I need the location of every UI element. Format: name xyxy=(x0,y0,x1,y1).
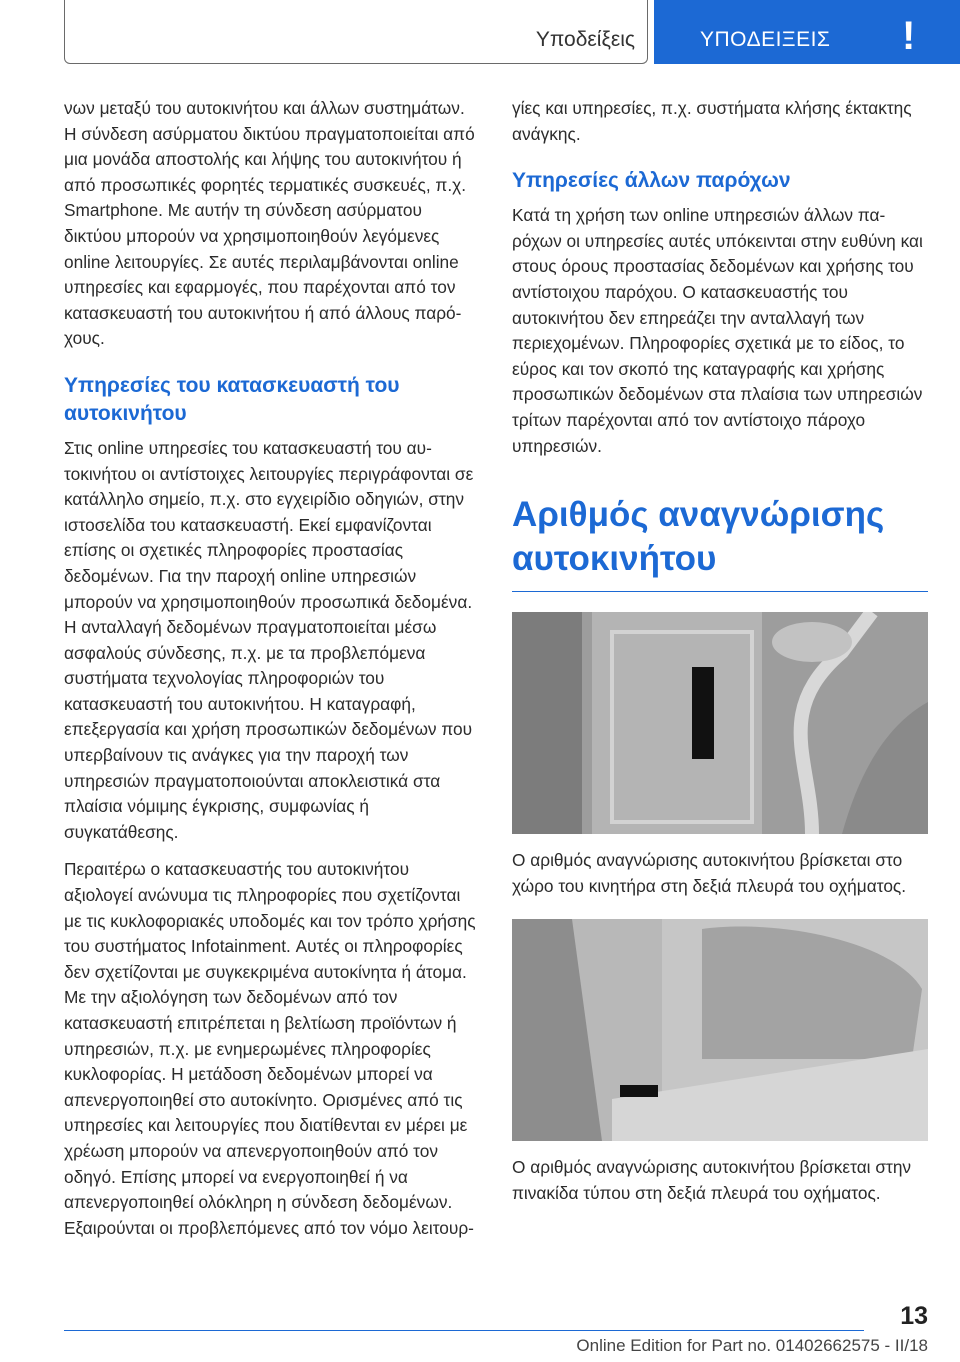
figure-caption: Ο αριθμός αναγνώρισης αυτοκινήτου βρίσκεται στην πινακίδα τύπου στη δεξιά πλευρά του οχήματος. xyxy=(512,1157,912,1203)
exclamation-icon: ! xyxy=(902,14,916,58)
paragraph: Περαιτέρω ο κατασκευαστής του αυτοκινήτου αξιολογεί ανώνυμα τις πληροφορίες που σχετίζονται με τις κυκλοφοριακές υποδομές και τον τρόπο χρήσης του συστήματος Infotainment. Αυτές οι πληροφορίες δεν σχετίζονται με συγκεκριμένα αυτοκίνητα ή άτομα. Με την αξιολόγηση των δεδομένων από τον κατασκευαστή επιτρέπεται η βελτίωση προϊόντων ή υπηρεσιών, π.χ. με ενημερωμένες πληροφορίες κυκλοφορίας. Η μετάδοση δεδομένων μπορεί να απενεργοποιηθεί στο αυτοκίνητο. Ορισμένες από τις υπηρεσίες και λειτουργίες που διατίθενται εν μέρει με χρέωση μπορούν να απενεργοποιηθούν από τον οδηγό. Επίσης μπορεί να ενεργοποιηθεί ή να απενεργοποιηθεί ολόκληρη η σύνδεση δεδομένων. Εξαιρούνται οι προβλεπόμενες από τον νόμο λειτουρ- xyxy=(64,859,476,1238)
header-chapter-tab xyxy=(654,0,960,64)
footer-edition: Online Edition for Part no. 01402662575 - II/18 xyxy=(576,1336,928,1355)
paragraph: Στις online υπηρεσίες του κατασκευαστή του αυτοκινήτου οι αντίστοιχες λειτουργίες περιγράφονται σε κατάλληλο σημείο, π.χ. στο εγχειρίδιο οδηγιών, στην ιστοσελίδα του κατασκευαστή. Εκεί εμφανίζονται επίσης οι σχετικές πληροφορίες προστασίας δεδομένων. Για την παροχή online υπηρεσιών μπορούν να χρησιμοποιηθούν προσωπικά δεδομένα. Η ανταλλαγή δεδομένων πραγματοποιείται μέσω ασφαλούς σύνδεσης, π.χ. με τα προβλεπόμενα συστήματα τεχνολογίας πληροφοριών του κατασκευαστή του αυτοκινήτου. Η καταγραφή, επεξεργασία και χρήση προσωπικών δεδομένων που υπερβαίνουν τις ανάγκες για την παροχή των υπηρεσιών πραγματοποιούνται αποκλειστικά στα πλαίσια νόμιμης έγκρισης, συμφωνίας ή συγκατάθεσης. xyxy=(64,437,474,842)
heading-third-party-services: Υπηρεσίες άλλων παρόχων xyxy=(512,169,791,193)
paragraph: νων μεταξύ του αυτοκινήτου και άλλων συστημάτων. Η σύνδεση ασύρματου δικτύου πραγματοποιείται από μια μονάδα αποστολής και λήψης του αυτοκινήτου ή από προσωπικές φορητές τερματικές συσκευές, π.χ. Smartphone. Με αυτήν τη σύνδεση ασύρματου δικτύου μπορούν να χρησιμοποιηθούν λεγόμενες online λειτουργίες. Σε αυτές περιλαμβάνονται online υπηρεσίες και εφαρμογές, που παρέχονται από τον κατασκευαστή του αυτοκινήτου ή από άλλους παρόχους. xyxy=(64,98,475,349)
header-section-title: Υποδείξεις xyxy=(535,28,635,51)
footer-divider xyxy=(64,1330,864,1331)
header-chapter-title: ΥΠΟΔΕΙΞΕΙΣ xyxy=(700,28,831,51)
left-column xyxy=(64,96,478,1253)
door-sill-image xyxy=(512,919,928,1141)
right-column xyxy=(512,96,928,1219)
figure-caption: Ο αριθμός αναγνώρισης αυτοκινήτου βρίσκεται στο χώρο του κινητήρα στη δεξιά πλευρά του οχήματος. xyxy=(512,850,907,896)
header-section-box xyxy=(64,0,648,64)
paragraph: Κατά τη χρήση των online υπηρεσιών άλλων παρόχων οι υπηρεσίες αυτές υπόκεινται στην ευθύνη και στους όρους προστασίας δεδομένων και χρήσης του αντίστοιχου παρόχου. Ο κατασκευαστής του αυτοκινήτου δεν επηρεάζει την ανταλλαγή των περιεχομένων. Πληροφορίες σχετικά με το είδος, το εύρος και τον σκοπό της καταγραφής και χρήσης προσωπικών δεδομένων στα πλαίσια των υπηρεσιών τρίτων παρέχονται από τον αντίστοιχο πάροχο υπηρεσιών. xyxy=(512,205,923,456)
heading-manufacturer-services: Υπηρεσίες του κατασκευαστή του αυτοκινήτου xyxy=(64,373,400,425)
page-number: 13 xyxy=(900,1302,928,1330)
paragraph: γίες και υπηρεσίες, π.χ. συστήματα κλήσης έκτακτης ανάγκης. xyxy=(512,98,912,144)
section-title-vin: Αριθμός αναγνώρισης αυτοκινήτου xyxy=(512,493,928,592)
engine-bay-image xyxy=(512,612,928,834)
